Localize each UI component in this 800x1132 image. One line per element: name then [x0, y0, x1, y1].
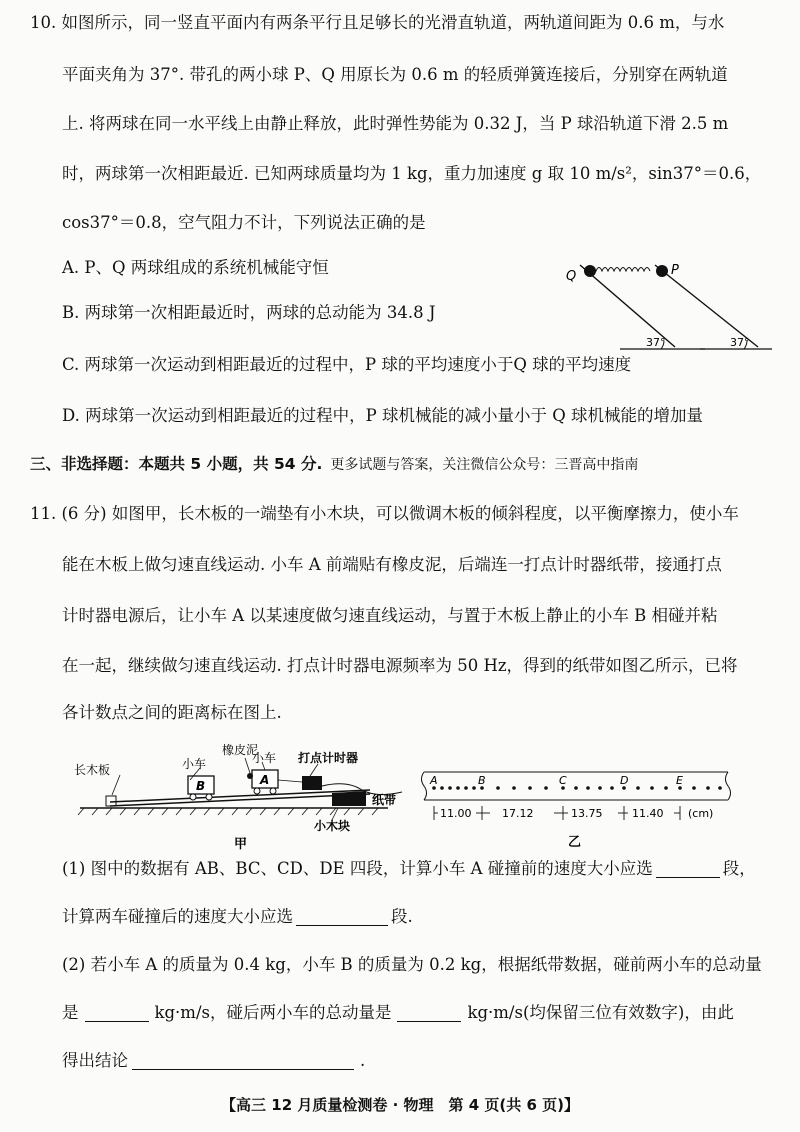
fig-jia-caption: 甲 — [234, 837, 248, 852]
q10-rails-figure — [560, 255, 775, 360]
q10-option-a: A. P、Q 两球组成的系统机械能守恒 — [62, 258, 329, 277]
sub2-text-b2: kg·m/s，碰后两小车的总动量是 — [154, 1003, 392, 1022]
cart2-label: 小车 — [252, 751, 277, 765]
block-label: 小木块 — [314, 819, 351, 833]
blank-momentum-after[interactable] — [397, 1003, 461, 1022]
putty-label: 橡皮泥 — [222, 743, 259, 757]
fig-jia — [70, 740, 410, 855]
q11-line-4: 在一起，继续做匀速直线运动. 打点计时器电源频率为 50 Hz，得到的纸带如图乙所示，已将 — [62, 656, 738, 675]
sub2-text-b1: 是 — [62, 1003, 79, 1022]
q11-line-1: 11. (6 分) 如图甲，长木板的一端垫有小木块，可以微调木板的倾斜程度，以平衡摩擦力，使小车 — [30, 504, 739, 523]
page-footer: 【高三 12 月质量检测卷 · 物理 第 4 页(共 6 页)】 — [221, 1096, 579, 1114]
sub1-text-b-end: 段. — [391, 907, 413, 926]
angle-right: 37° — [730, 336, 750, 349]
point-c: C — [559, 774, 567, 787]
q10-line-2: 平面夹角为 37°. 带孔的两小球 P、Q 用原长为 0.6 m 的轻质弹簧连接后，分别穿在两轨道 — [62, 65, 728, 84]
distance-unit: (cm) — [688, 807, 714, 820]
q11-line-3: 计时器电源后，让小车 A 以某速度做匀速直线运动，与置于木板上静止的小车 B 相碰并粘 — [62, 606, 718, 625]
q10-line-4: 时，两球第一次相距最近. 已知两球质量均为 1 kg，重力加速度 g 取 10 m/s²，sin37°＝0.6， — [62, 164, 762, 183]
q10-line-5: cos37°＝0.8，空气阻力不计，下列说法正确的是 — [62, 213, 426, 232]
ball-p — [656, 265, 668, 277]
sub2-text-b3: kg·m/s(均保留三位有效数字)，由此 — [467, 1003, 734, 1022]
sub2-line-3 — [62, 1050, 365, 1072]
promo-note: 更多试题与答案，关注微信公众号：三晋高中指南 — [330, 457, 639, 473]
ball-q — [584, 265, 596, 277]
sub2-text-c1: 得出结论 — [62, 1051, 128, 1070]
cart-a-label: A — [260, 773, 270, 787]
sub1-text-b: 计算两车碰撞后的速度大小应选 — [62, 907, 293, 926]
point-b: B — [478, 774, 486, 787]
q11-line-2: 能在木板上做匀速直线运动. 小车 A 前端贴有橡皮泥，后端连一打点计时器纸带，接通打点 — [62, 555, 722, 574]
label-q: Q — [566, 269, 577, 284]
cart-b-label: B — [196, 779, 206, 793]
distance-bc: 17.12 — [502, 807, 534, 820]
angle-left: 37° — [646, 336, 666, 349]
sub1-line-2 — [62, 906, 413, 928]
tape-label: 纸带 — [372, 793, 397, 807]
sub1-text-a: (1) 图中的数据有 AB、BC、CD、DE 四段，计算小车 A 碰撞前的速度大小应选 — [62, 859, 653, 878]
sub1-text-a-end: 段， — [722, 859, 756, 878]
cart1-label: 小车 — [182, 757, 207, 771]
point-e: E — [676, 774, 683, 787]
q10-option-d: D. 两球第一次运动到相距最近的过程中，P 球机械能的减小量小于 Q 球机械能的增加量 — [62, 406, 703, 425]
distance-de: 11.40 — [632, 807, 664, 820]
sub2-text-c2: . — [360, 1051, 366, 1070]
point-d: D — [620, 774, 629, 787]
q10-option-c: C. 两球第一次运动到相距最近的过程中，P 球的平均速度小于Q 球的平均速度 — [62, 355, 632, 374]
distance-cd: 13.75 — [571, 807, 603, 820]
q10-line-1: 10. 如图所示，同一竖直平面内有两条平行且足够长的光滑直轨道，两轨道间距为 0.6 m，与水 — [30, 13, 725, 32]
label-p: P — [671, 263, 679, 278]
sub2-line-2 — [62, 1002, 734, 1024]
section-heading-text: 三、非选择题：本题共 5 小题，共 54 分. — [30, 455, 323, 473]
q10-line-3: 上. 将两球在同一水平线上由静止释放，此时弹性势能为 0.32 J，当 P 球沿轨道下滑 2.5 m — [62, 114, 729, 133]
timer-label: 打点计时器 — [298, 751, 359, 765]
fig-yi-tape — [418, 768, 736, 858]
blank-momentum-before[interactable] — [85, 1003, 149, 1022]
sub1-line-1 — [62, 858, 756, 880]
board-label: 长木板 — [74, 763, 111, 777]
q11-line-5: 各计数点之间的距离标在图上. — [62, 703, 282, 722]
blank-conclusion[interactable] — [132, 1051, 354, 1070]
blank-before-segment[interactable] — [656, 859, 720, 878]
fig-yi-caption: 乙 — [568, 835, 582, 850]
blank-after-segment[interactable] — [296, 907, 388, 926]
distance-ab: 11.00 — [440, 807, 472, 820]
q10-option-b: B. 两球第一次相距最近时，两球的总动能为 34.8 J — [62, 303, 436, 322]
point-a: A — [430, 774, 438, 787]
sub2-line-1: (2) 若小车 A 的质量为 0.4 kg，小车 B 的质量为 0.2 kg，根据纸带数据，碰前两小车的总动量 — [62, 955, 762, 974]
section-heading — [30, 453, 638, 476]
